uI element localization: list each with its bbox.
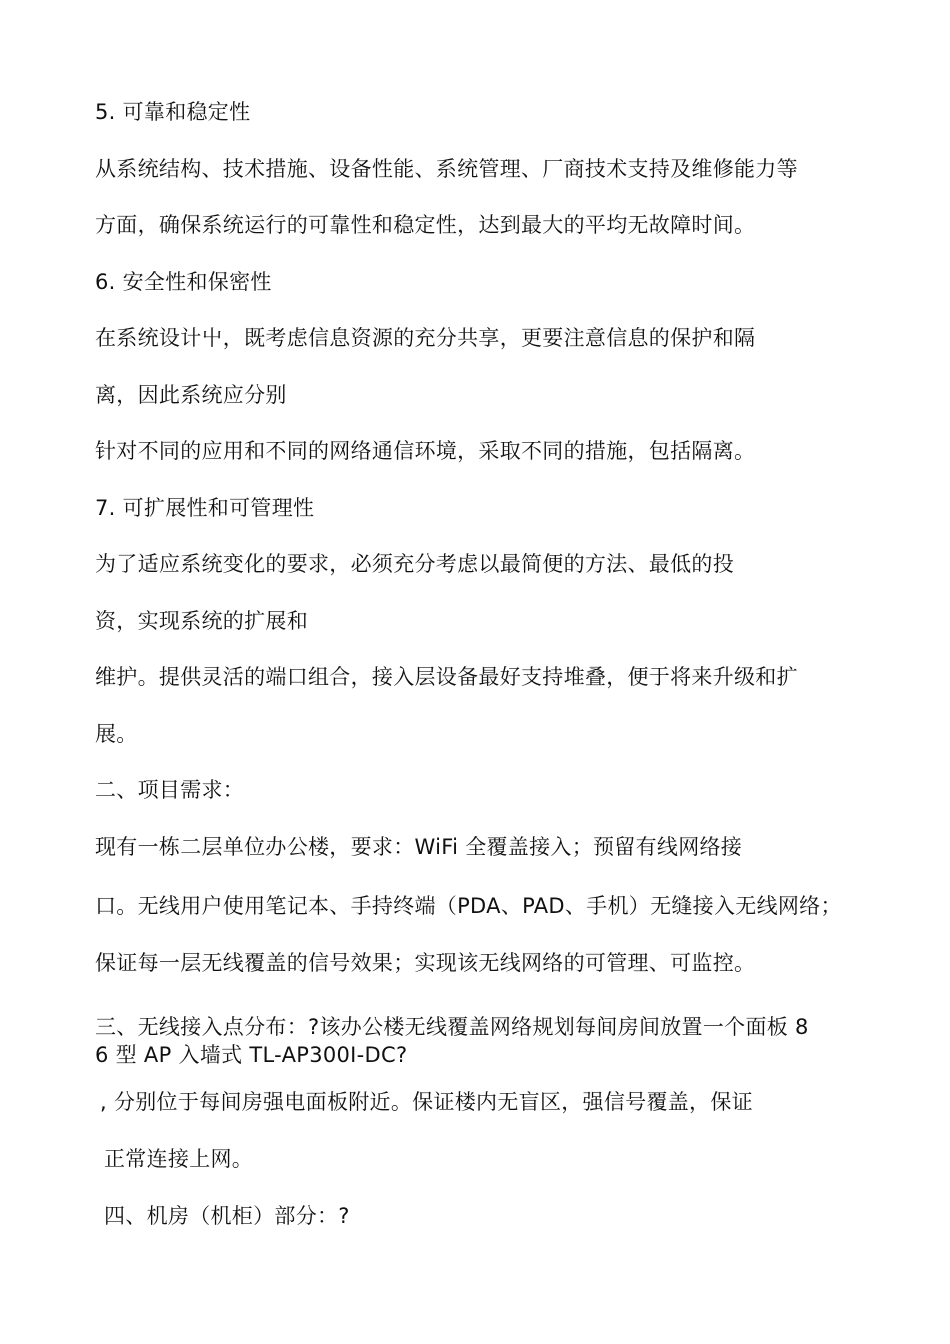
section-heading-access-points: 三、无线接入点分布：?该办公楼无线覆盖网络规划每间房间放置一个面板 8 [95,1015,809,1039]
heading-scalability: 7. 可扩展性和可管理性 [95,496,315,520]
paragraph-line: 正常连接上网。 [104,1147,254,1171]
paragraph-line: 口。无线用户使用笔记本、手持终端（PDA、PAD、手机）无缝接入无线网络； [95,894,842,918]
paragraph-line: 针对不同的应用和不同的网络通信环境，采取不同的措施，包括隔离。 [95,439,756,463]
paragraph-line: , 分别位于每间房强电面板附近。保证楼内无盲区，强信号覆盖，保证 [100,1090,753,1114]
section-heading-server-room: 四、机房（机柜）部分：? [104,1204,350,1228]
paragraph-line: 为了适应系统变化的要求，必须充分考虑以最简便的方法、最低的投 [95,552,734,576]
paragraph-line: 维护。提供灵活的端口组合，接入层设备最好支持堆叠，便于将来升级和扩 [95,665,798,689]
paragraph-line: 现有一栋二层单位办公楼，要求：WiFi 全覆盖接入；预留有线网络接 [95,835,743,859]
heading-security: 6. 安全性和保密性 [95,270,272,294]
paragraph-line: 在系统设计屮，既考虑信息资源的充分共享，更要注意信息的保护和隔 [95,326,756,350]
heading-reliability: 5. 可靠和稳定性 [95,100,251,124]
paragraph-line: 保证每一层无线覆盖的信号效果；实现该无线网络的可管理、可监控。 [95,951,756,975]
paragraph-line: 资，实现系统的扩展和 [95,609,308,633]
paragraph-line: 从系统结构、技术措施、设备性能、系统管理、厂商技术支持及维修能力等 [95,157,798,181]
paragraph-line: 离，因此系统应分别 [95,383,287,407]
paragraph-line: 展。 [95,722,138,746]
section-heading-requirements: 二、项目需求： [95,778,245,802]
paragraph-line: 6 型 AP 入墙式 TL-AP300I-DC? [95,1043,408,1067]
paragraph-line: 方面，确保系统运行的可靠性和稳定性，达到最大的平均无故障时间。 [95,213,756,237]
